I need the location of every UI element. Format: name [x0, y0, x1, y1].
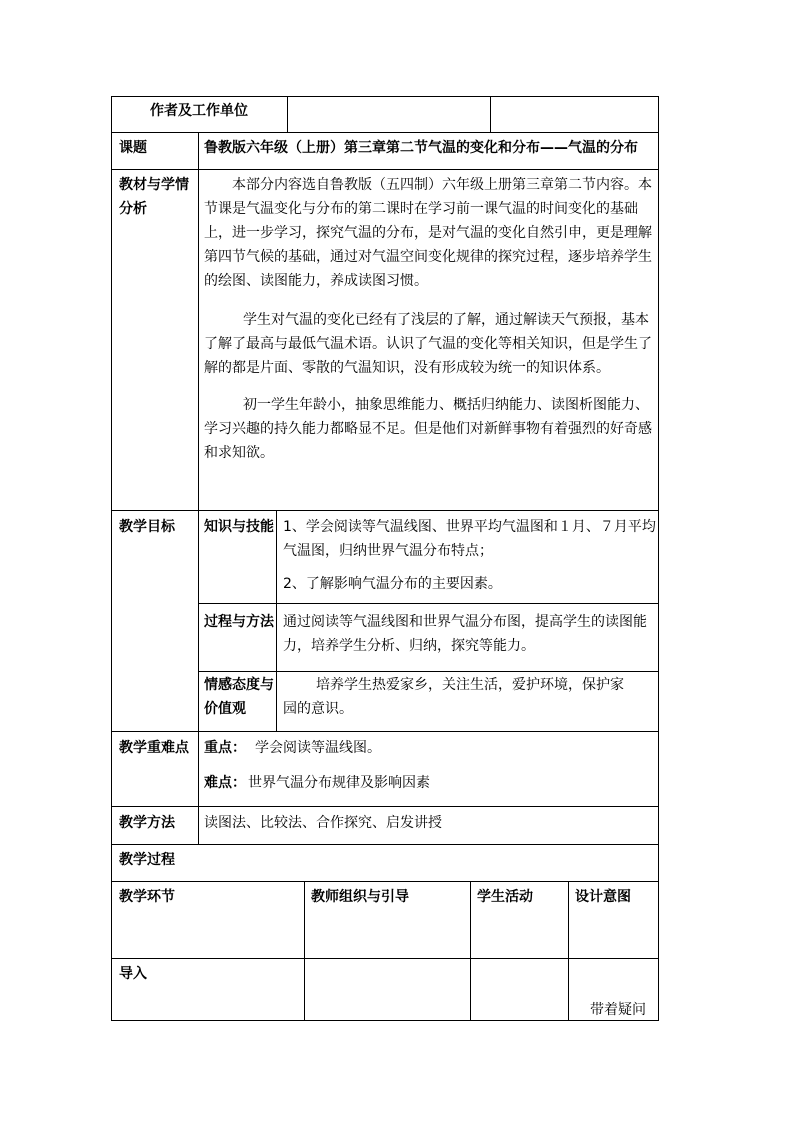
emotion-text: 园的意识。 — [283, 701, 353, 717]
grid-line — [111, 169, 658, 170]
grid-line — [198, 603, 658, 604]
materials-line: 学生对气温的变化已经有了浅层的了解，通过解读天气预报，基本 — [243, 312, 649, 328]
design-header: 设计意图 — [575, 889, 631, 905]
grid-line — [111, 96, 112, 1021]
grid-line — [111, 96, 658, 97]
materials-line: 的绘图、读图能力，养成读图习惯。 — [204, 273, 428, 289]
grid-line — [111, 731, 658, 732]
process-text: 力，培养学生分析、归纳，探究等能力。 — [283, 638, 535, 654]
materials-line: 解的都是片面、零散的气温知识，没有形成较为统一的知识体系。 — [204, 360, 610, 376]
key-points-label: 教学重难点 — [119, 740, 189, 756]
focus-value: 学会阅读等温线图。 — [255, 740, 381, 756]
grid-line — [287, 96, 288, 133]
author-unit-label: 作者及工作单位 — [150, 103, 248, 119]
intro-label: 导入 — [119, 966, 147, 982]
grid-line — [276, 510, 277, 732]
topic-label: 课题 — [119, 140, 147, 156]
student-header: 学生活动 — [477, 889, 533, 905]
emotion-text: 培养学生热爱家乡，关注生活，爱护环境，保护家 — [316, 677, 624, 693]
materials-line: 初一学生年龄小，抽象思维能力、概括归纳能力、读图析图能力、 — [243, 397, 649, 413]
materials-line: 学习兴趣的持久能力都略显不足。但是他们对新鲜事物有着强烈的好奇感 — [204, 421, 652, 437]
grid-line — [470, 881, 471, 1021]
materials-line: 本部分内容选自鲁教版（五四制）六年级上册第三章第二节内容。本 — [232, 177, 652, 193]
grid-line — [111, 881, 658, 882]
grid-line — [198, 671, 658, 672]
difficulty-label: 难点： — [204, 775, 246, 791]
grid-line — [111, 844, 658, 845]
knowledge-label: 知识与技能 — [204, 519, 274, 535]
grid-line — [658, 96, 659, 1021]
process-text: 通过阅读等气温线图和世界气温分布图，提高学生的读图能 — [283, 614, 647, 630]
process-section-label: 教学过程 — [119, 852, 175, 868]
grid-line — [111, 510, 658, 511]
step-header: 教学环节 — [119, 889, 175, 905]
grid-line — [198, 132, 199, 844]
emotion-label: 情感态度与价值观 — [204, 677, 274, 717]
teacher-header: 教师组织与引导 — [311, 889, 409, 905]
grid-line — [111, 958, 658, 959]
methods-label: 教学方法 — [119, 815, 175, 831]
materials-label: 教材与学情分析 — [119, 177, 189, 217]
materials-line: 和求知欲。 — [204, 445, 274, 461]
grid-line — [568, 881, 569, 1021]
grid-line — [490, 96, 491, 133]
materials-line: 节课是气温变化与分布的第二课时在学习前一课气温的时间变化的基础 — [204, 201, 638, 217]
intro-design-text: 带着疑问 — [590, 1002, 646, 1018]
process-label: 过程与方法 — [204, 614, 274, 630]
focus-label: 重点： — [204, 740, 246, 756]
knowledge-text: 气温图，归纳世界气温分布特点； — [283, 543, 493, 559]
grid-line — [111, 132, 658, 133]
difficulty-value: 世界气温分布规律及影响因素 — [248, 775, 430, 791]
materials-line: 了解了最高与最低气温术语。认识了气温的变化等相关知识，但是学生了 — [204, 336, 652, 352]
topic-value: 鲁教版六年级（上册）第三章第二节气温的变化和分布——气温的分布 — [204, 140, 638, 156]
grid-line — [111, 1020, 658, 1021]
knowledge-text: 2、了解影响气温分布的主要因素。 — [283, 576, 502, 592]
grid-line — [304, 881, 305, 1021]
methods-value: 读图法、比较法、合作探究、启发讲授 — [204, 815, 442, 831]
grid-line — [111, 806, 658, 807]
knowledge-text: 1、学会阅读等气温线图、世界平均气温图和１月、７月平均 — [283, 519, 656, 535]
materials-line: 第四节气候的基础，通过对气温空间变化规律的探究过程，逐步培养学生 — [204, 249, 652, 265]
materials-line: 上，进一步学习，探究气温的分布，是对气温的变化自然引申，更是理解 — [204, 225, 652, 241]
goals-label: 教学目标 — [119, 519, 175, 535]
